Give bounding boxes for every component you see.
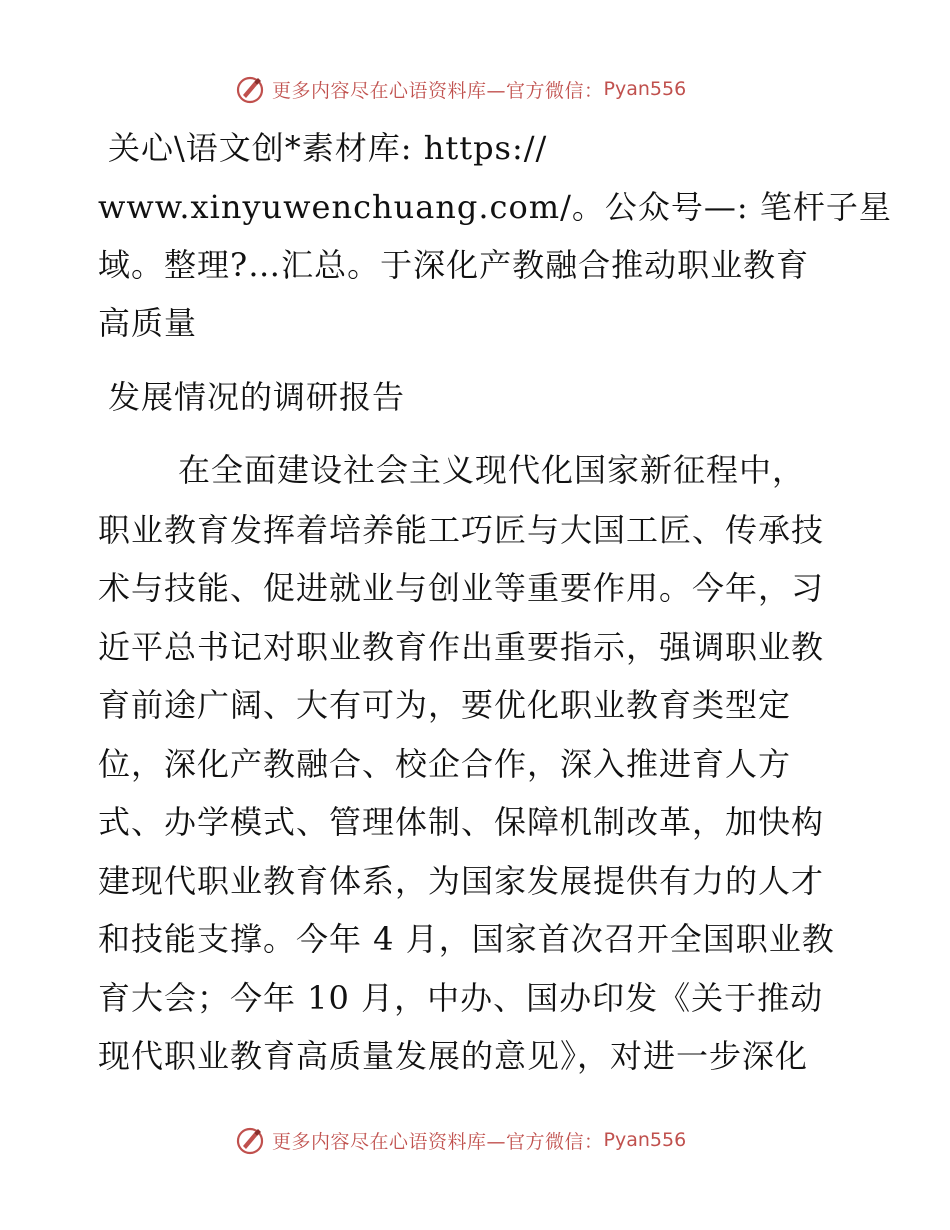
paragraph-first-line: 在全面建设社会主义现代化国家新征程中， xyxy=(178,451,806,489)
banner-text: 更多内容尽在心语资料库—官方微信： xyxy=(272,79,604,102)
footer-watermark-banner xyxy=(234,1123,754,1157)
text-line: 高质量 xyxy=(98,304,198,342)
text-line: 关心\语文创*素材库: https:// xyxy=(108,129,548,167)
text-line: www.xinyuwenchuang.com/。公众号—: 笔杆子星 xyxy=(98,188,892,226)
banner-contact: Pyan556 xyxy=(603,1129,687,1151)
header-watermark-banner xyxy=(234,72,754,106)
text-line: 和技能支撑。今年 4 月，国家首次召开全国职业教 xyxy=(98,920,835,958)
text-line: 近平总书记对职业教育作出重要指示，强调职业教 xyxy=(98,628,825,666)
text-line: 域。整理?…汇总。于深化产教融合推动职业教育 xyxy=(98,246,810,284)
text-line: 职业教育发挥着培养能工巧匠与大国工匠、传承技 xyxy=(98,511,825,549)
logo-icon xyxy=(234,1124,266,1156)
text-line: 术与技能、促进就业与创业等重要作用。今年，习 xyxy=(98,569,825,607)
banner-text: 更多内容尽在心语资料库—官方微信： xyxy=(272,1130,604,1153)
text-line: 现代职业教育高质量发展的意见》，对进一步深化 xyxy=(98,1037,809,1075)
text-line: 式、办学模式、管理体制、保障机制改革，加快构 xyxy=(98,803,825,841)
banner-contact: Pyan556 xyxy=(603,78,687,100)
text-line: 育前途广阔、大有可为，要优化职业教育类型定 xyxy=(98,686,792,724)
logo-icon xyxy=(234,73,266,105)
text-line: 位，深化产教融合、校企合作，深入推进育人方 xyxy=(98,745,792,783)
text-line: 育大会；今年 10 月，中办、国办印发《关于推动 xyxy=(98,979,824,1017)
text-line: 建现代职业教育体系，为国家发展提供有力的人才 xyxy=(98,862,825,900)
section-heading: 发展情况的调研报告 xyxy=(108,378,406,416)
